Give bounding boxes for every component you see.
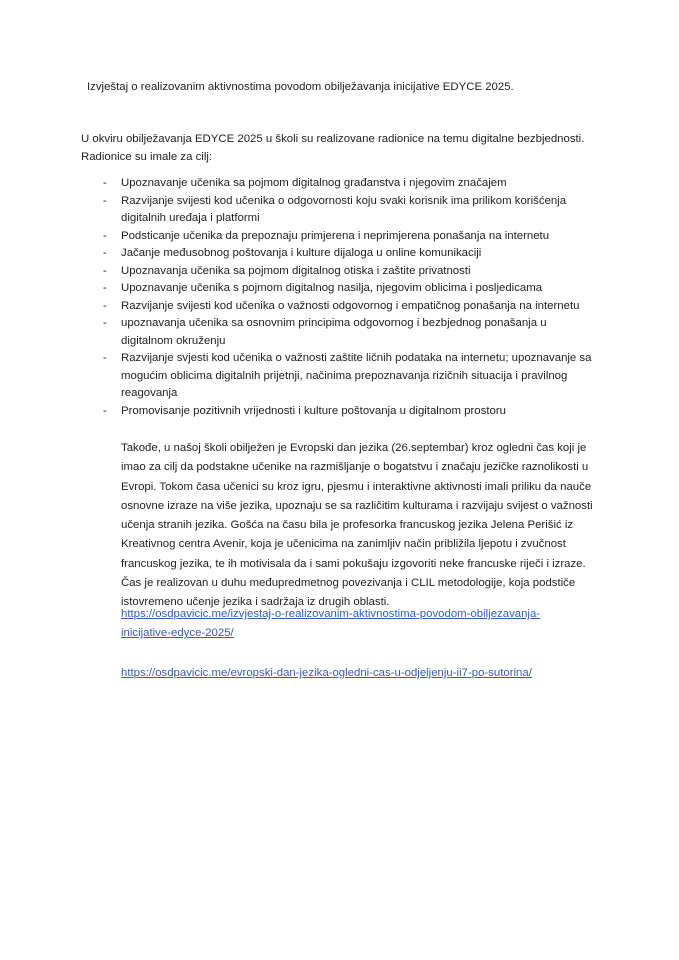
dash-bullet-icon: - [103, 352, 107, 364]
list-item-text: Promovisanje pozitivnih vrijednosti i kulture poštovanja u digitalnom prostoru [121, 404, 506, 417]
paragraph-line: Evropi. Tokom časa učenici su kroz igru, pjesmu i interaktivne aktivnosti imali priliku da nauče [121, 480, 592, 493]
link-line[interactable]: inicijative-edyce-2025/ [121, 627, 234, 640]
link-line[interactable]: https://osdpavicic.me/evropski-dan-jezika-ogledni-cas-u-odjeljenju-ii7-po-sutorina/ [121, 667, 532, 679]
language-day-link[interactable] [121, 664, 532, 683]
list-item-text: reagovanja [121, 387, 178, 399]
list-item [103, 298, 591, 316]
dash-bullet-icon: - [103, 317, 107, 329]
dash-bullet-icon: - [103, 229, 107, 242]
list-item-text: mogućim oblicima digitalnih prijetnji, načinima prepoznavanja rizičnih situacija i pravilnog [121, 369, 568, 382]
list-item [103, 403, 591, 421]
dash-bullet-icon: - [103, 194, 107, 207]
list-item-text: upoznavanja učenika sa osnovnim principima odgovornog i bezbjednog ponašanja u [121, 317, 547, 329]
link-line[interactable]: https://osdpavicic.me/izvjestaj-o-realizovanim-aktivnostima-povodom-obiljezavanja- [121, 608, 541, 620]
dash-bullet-icon: - [103, 264, 107, 277]
intro-line: U okviru obilježavanja EDYCE 2025 u školi su realizovane radionice na temu digitalne bezbjednosti. [81, 133, 585, 145]
paragraph-line: osnovne izraze na više jezika, upoznaju se sa različitim kulturama i razvijaju svijest o važnosti [121, 499, 593, 512]
list-item-text: Razvijanje svijesti kod učenika o odgovornosti koju svaki korisnik ima prilikom korišćenja [121, 194, 567, 207]
intro-paragraph [81, 131, 584, 166]
list-item [103, 350, 591, 403]
list-item [103, 228, 591, 246]
list-item [103, 245, 591, 263]
paragraph-line: istovremeno učenje jezika i sadržaja iz drugih oblasti. [121, 596, 390, 609]
list-item [103, 280, 591, 298]
list-item [103, 175, 591, 193]
report-link[interactable] [121, 605, 540, 644]
list-item [103, 193, 591, 228]
paragraph-line: imao za cilj da podstakne učenike na razmišljanje o bogatstvu i značaju jezičke raznolikosti u [121, 461, 589, 474]
language-day-paragraph [121, 439, 593, 613]
paragraph-line: Čas je realizovan u duhu međupredmetnog povezivanja i CLIL metodologije, koja podstiče [121, 577, 576, 590]
list-item-text: Razvijanje svjesti kod učenika o važnosti zaštite ličnih podataka na internetu; upoznavanje sa [121, 352, 592, 364]
paragraph-line: francuskog jezika, te ih motivisala da i sami pokušaju izgovoriti neke francuske riječi i izraze. [121, 557, 586, 570]
list-item-text: Razvijanje svijesti kod učenika o važnosti odgovornog i empatičnog ponašanja na internetu [121, 299, 580, 312]
document-title: Izvještaj o realizovanim aktivnostima povodom obilježavanja inicijative EDYCE 2025. [87, 81, 514, 93]
dash-bullet-icon: - [103, 282, 107, 294]
dash-bullet-icon: - [103, 247, 107, 259]
paragraph-line: Kreativnog centra Avenir, koja je učenicima na zanimljiv način približila ljepotu i zvučnost [121, 538, 566, 551]
list-item-text: digitalnih uređaja i platformi [121, 212, 260, 224]
list-item-text: Podsticanje učenika da prepoznaju primjerena i neprimjerena ponašanja na internetu [121, 229, 550, 242]
dash-bullet-icon: - [103, 404, 107, 417]
paragraph-line: Takođe, u našoj školi obilježen je Evropski dan jezika (26.septembar) kroz ogledni čas koji je [121, 442, 587, 454]
list-item [103, 263, 591, 281]
list-item-text: Upoznavanje učenika sa pojmom digitalnog građanstva i njegovim značajem [121, 177, 507, 189]
list-item-text: Upoznavanja učenika sa pojmom digitalnog otiska i zaštite privatnosti [121, 264, 471, 277]
list-item [103, 315, 591, 350]
list-item-text: digitalnom okruženju [121, 334, 226, 347]
dash-bullet-icon: - [103, 299, 107, 312]
goals-list [103, 175, 591, 420]
dash-bullet-icon: - [103, 177, 107, 189]
intro-line: Radionice su imale za cilj: [81, 150, 213, 163]
list-item-text: Jačanje međusobnog poštovanja i kulture dijaloga u online komunikaciji [121, 247, 482, 259]
paragraph-line: učenja stranih jezika. Gošća na času bila je profesorka francuskog jezika Jelena Perišić iz [121, 519, 574, 532]
list-item-text: Upoznavanje učenika s pojmom digitalnog nasilja, njegovim oblicima i posljedicama [121, 282, 543, 294]
